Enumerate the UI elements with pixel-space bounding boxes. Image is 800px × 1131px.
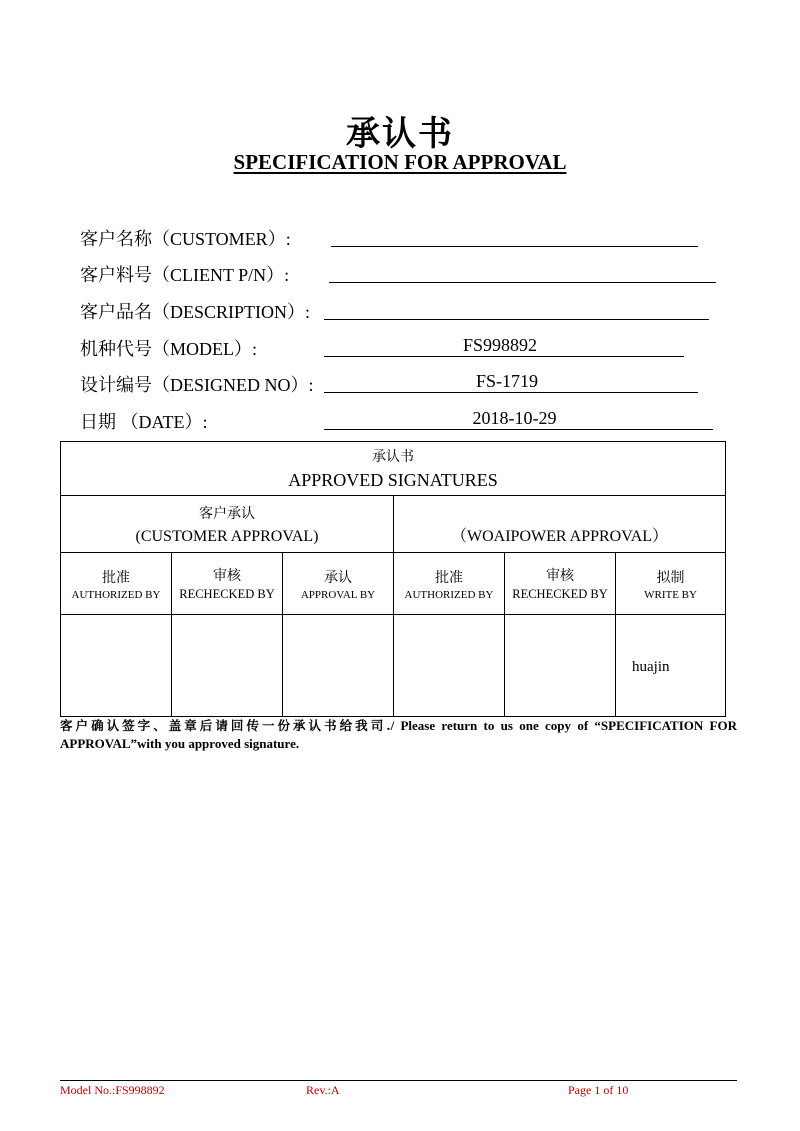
role-en: AUTHORIZED BY xyxy=(404,588,494,601)
footer-revision: Rev.:A xyxy=(306,1083,340,1097)
model-value: FS998892 xyxy=(324,335,684,357)
designed-no-value: FS-1719 xyxy=(324,371,698,393)
description-label: 客户品名（DESCRIPTION）: xyxy=(80,302,311,322)
customer-approval-header xyxy=(61,496,394,553)
role-cn: 批准 xyxy=(102,569,130,586)
role-cell xyxy=(394,553,505,615)
date-label: 日期 （DATE）: xyxy=(80,412,208,432)
role-en: AUTHORIZED BY xyxy=(71,588,161,601)
role-cell xyxy=(505,553,616,615)
role-en: APPROVAL BY xyxy=(300,588,376,601)
signature-cell: huajin xyxy=(616,615,726,717)
designed-no-label: 设计编号（DESIGNED NO）: xyxy=(80,375,314,395)
client-pn-value xyxy=(329,261,716,283)
footer-divider xyxy=(60,1080,737,1081)
date-value: 2018-10-29 xyxy=(324,408,713,430)
role-cell xyxy=(172,553,283,615)
role-cn: 批准 xyxy=(435,569,463,586)
note-en: / Please return to us one copy of “SPECIFICATION FOR APPROVAL”with you approved signature. xyxy=(60,718,737,751)
signature-cell xyxy=(61,615,172,717)
role-cn: 拟制 xyxy=(656,569,685,586)
role-cell xyxy=(283,553,394,615)
model-label: 机种代号（MODEL）: xyxy=(80,339,257,359)
table-title-en: APPROVED SIGNATURES xyxy=(288,470,498,490)
role-en: RECHECKED BY xyxy=(512,587,608,601)
table-title-cell xyxy=(61,442,726,496)
role-cn: 承认 xyxy=(324,569,352,586)
table-title-cn: 承认书 xyxy=(372,449,415,465)
vendor-approval-header xyxy=(394,496,726,553)
customer-value xyxy=(331,225,698,247)
role-en: RECHECKED BY xyxy=(179,587,275,601)
footer-model: Model No.:FS998892 xyxy=(60,1083,165,1097)
approval-signature-table xyxy=(60,441,726,717)
document-title-cn: 承认书 xyxy=(346,114,454,154)
role-cell xyxy=(616,553,726,615)
signature-cell xyxy=(394,615,505,717)
customer-approval-cn: 客户承认 xyxy=(199,505,255,522)
document-title-en xyxy=(0,150,800,175)
signature-cell xyxy=(505,615,616,717)
client-pn-label: 客户料号（CLIENT P/N）: xyxy=(80,265,290,285)
document-title-en-text: SPECIFICATION FOR APPROVAL xyxy=(233,150,567,174)
vendor-approval-en: （WOAIPOWER APPROVAL） xyxy=(451,527,669,545)
note-cn: 客户确认签字、盖章后请回传一份承认书给我司. xyxy=(60,718,391,733)
signature-cell xyxy=(172,615,283,717)
return-instruction-note xyxy=(60,717,737,753)
customer-approval-en: (CUSTOMER APPROVAL) xyxy=(135,527,319,545)
role-cell xyxy=(61,553,172,615)
role-cn: 审核 xyxy=(213,568,241,584)
role-cn: 审核 xyxy=(546,568,574,584)
role-en: WRITE BY xyxy=(644,588,697,601)
description-value xyxy=(324,298,709,320)
signature-cell xyxy=(283,615,394,717)
footer-page-number: Page 1 of 10 xyxy=(568,1083,629,1097)
customer-label: 客户名称（CUSTOMER）: xyxy=(80,229,291,249)
